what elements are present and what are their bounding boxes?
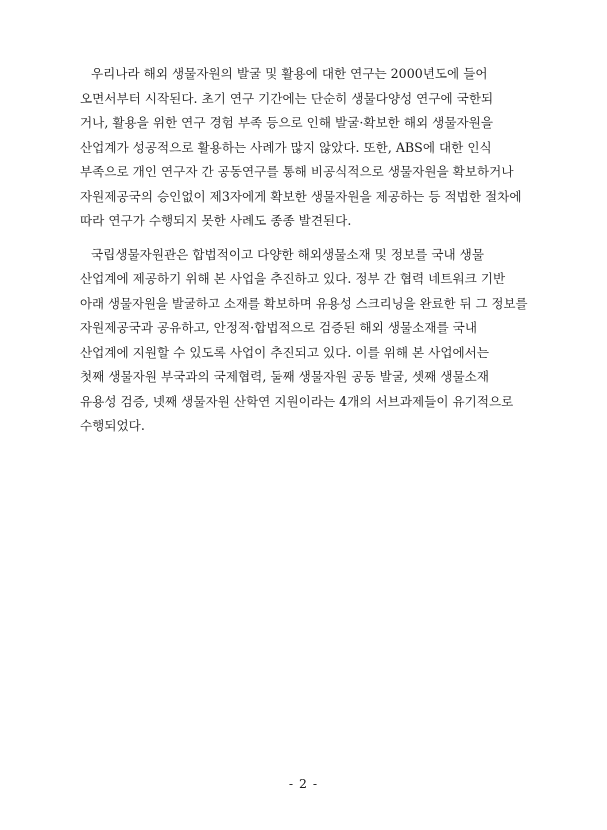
text-line: 수행되었다.	[80, 418, 145, 433]
text-line: 부족으로 개인 연구자 간 공동연구를 통해 비공식적으로 생물자원을 확보하거나	[80, 164, 514, 179]
text-line: 첫째 생물자원 부국과의 국제협력, 둘째 생물자원 공동 발굴, 셋째 생물소재	[80, 369, 490, 384]
text-line: 산업계가 성공적으로 활용하는 사례가 많지 않았다. 또한, ABS에 대한 인식	[80, 139, 492, 155]
body-text	[80, 62, 528, 439]
text-line: 산업계에 제공하기 위해 본 사업을 추진하고 있다. 정부 간 협력 네트워크 기반	[80, 271, 506, 286]
paragraph-1	[80, 62, 528, 234]
text-line: 오면서부터 시작된다. 초기 연구 기간에는 단순히 생물다양성 연구에 국한되	[80, 90, 494, 106]
text-line: 아래 생물자원을 발굴하고 소재를 확보하며 유용성 스크리닝을 완료한 뒤 그 정보를	[80, 295, 528, 311]
text-line: 유용성 검증, 넷째 생물자원 산학연 지원이라는 4개의 서브과제들이 유기적으로	[80, 393, 514, 409]
text-line: 자원제공국과 공유하고, 안정적·합법적으로 검증된 해외 생물소재를 국내	[80, 320, 477, 335]
text-line: 우리나라 해외 생물자원의 발굴 및 활용에 대한 연구는 2000년도에 들어	[91, 66, 488, 81]
text-line: 거나, 활용을 위한 연구 경험 부족 등으로 인해 발굴·확보한 해외 생물자원을	[80, 115, 494, 130]
page-number: - 2 -	[288, 776, 319, 791]
text-line: 국립생물자원관은 합법적이고 다양한 해외생물소재 및 정보를 국내 생물	[91, 246, 484, 262]
text-line: 산업계에 지원할 수 있도록 사업이 추진되고 있다. 이를 위해 본 사업에서는	[80, 344, 490, 360]
paragraph-2	[80, 243, 528, 439]
text-line: 자원제공국의 승인없이 제3자에게 확보한 생물자원을 제공하는 등 적법한 절차에	[80, 188, 522, 204]
text-line: 따라 연구가 수행되지 못한 사례도 종종 발견된다.	[80, 213, 352, 228]
